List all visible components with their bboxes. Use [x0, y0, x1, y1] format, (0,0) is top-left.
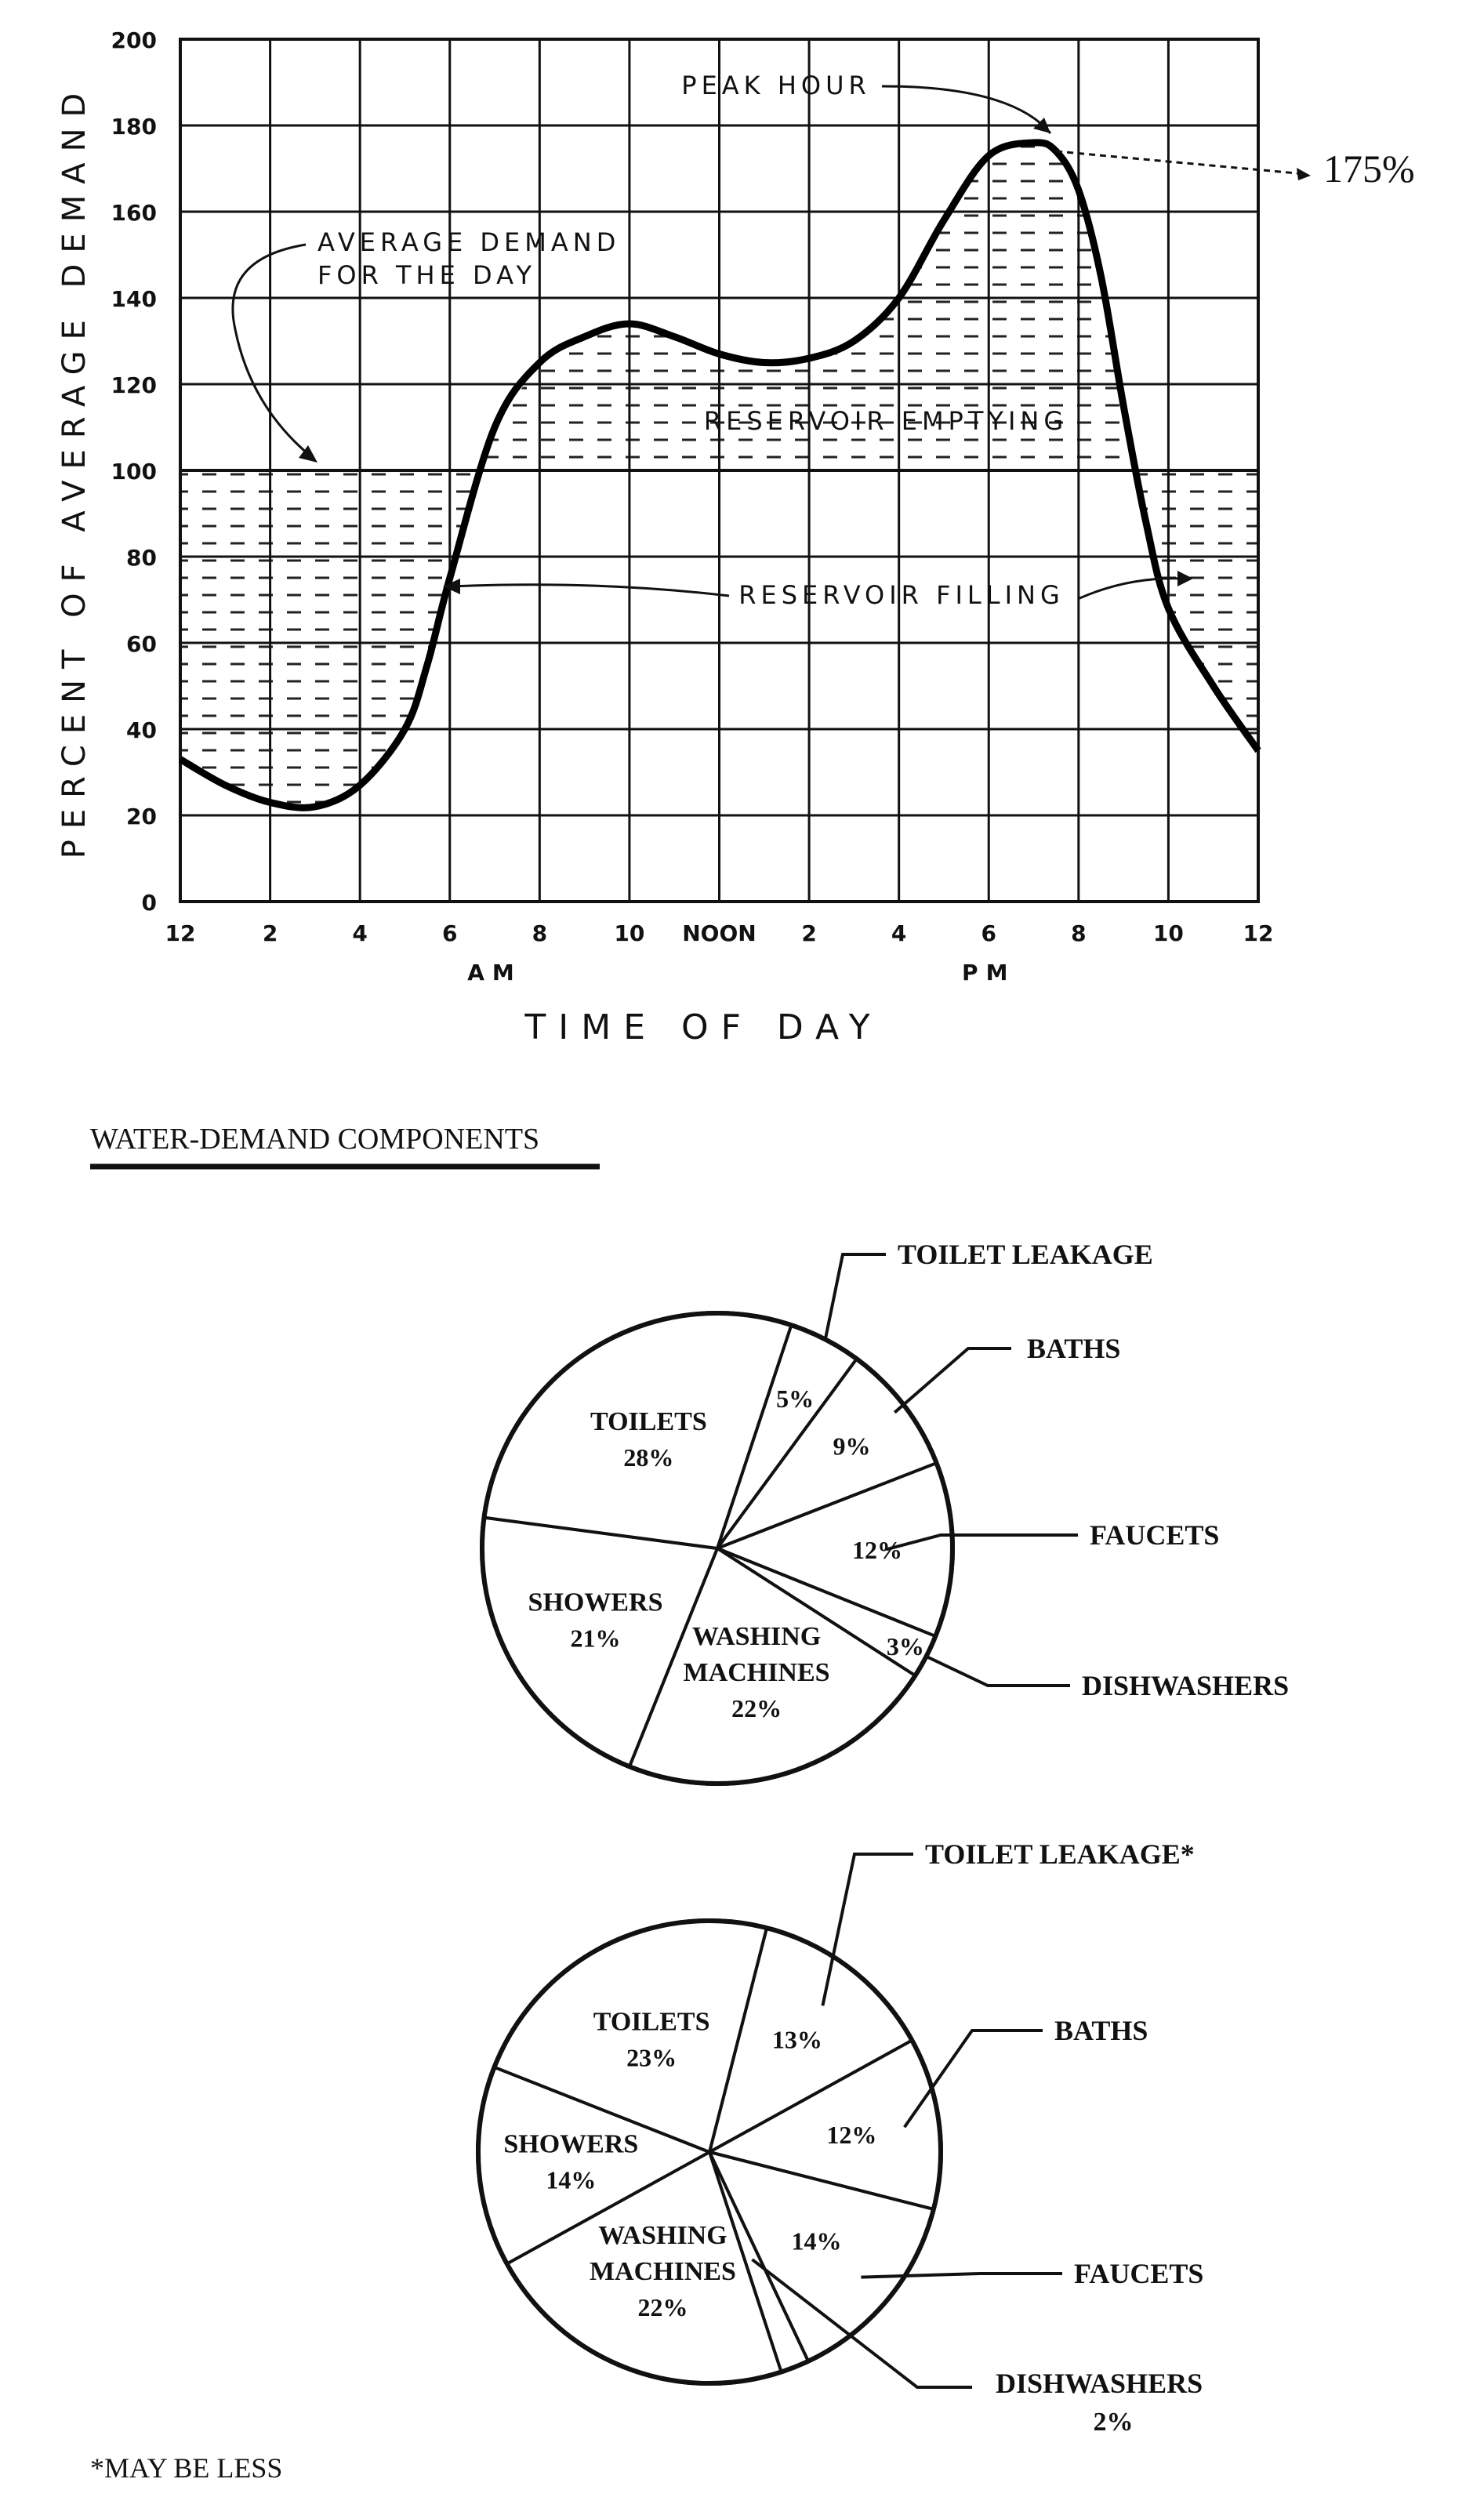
peak-value-arrowhead — [1297, 168, 1311, 180]
x-tick-label: 6 — [981, 920, 996, 946]
slice-percent-label: 12% — [851, 1536, 902, 1565]
slice-name-label: SHOWERS — [503, 2129, 639, 2159]
slice-name-label: WASHING — [598, 2220, 727, 2250]
callout-leader — [927, 1657, 1070, 1686]
x-tick-label: 10 — [614, 920, 645, 946]
callout-label: BATHS — [1054, 2015, 1148, 2046]
reservoir-emptying-label: RESERVOIR EMPTYING — [703, 406, 1069, 436]
y-tick-label: 40 — [126, 717, 157, 743]
y-tick-label: 100 — [111, 459, 157, 485]
slice-percent-label: 12% — [826, 2120, 877, 2149]
average-demand-arrow — [233, 245, 314, 459]
slice-name-label: TOILETS — [590, 1407, 707, 1437]
slice-percent-label: 13% — [771, 2025, 822, 2054]
average-demand-label: AVERAGE DEMAND — [317, 227, 621, 257]
x-tick-label: 2 — [262, 920, 278, 946]
reservoir-filling-arrow-left — [451, 585, 729, 596]
slice-name-label: SHOWERS — [528, 1588, 663, 1617]
slice-percent-label: 9% — [833, 1432, 871, 1461]
x-tick-label: 8 — [1071, 920, 1087, 946]
callout-label: BATHS — [1027, 1333, 1121, 1364]
x-tick-label: NOON — [682, 920, 757, 946]
callout-label: TOILET LEAKAGE* — [925, 1838, 1195, 1870]
y-tick-label: 80 — [126, 545, 157, 571]
y-tick-label: 120 — [111, 372, 157, 398]
callout-label: FAUCETS — [1090, 1519, 1220, 1551]
callout-label: FAUCETS — [1074, 2258, 1204, 2289]
am-label: AM — [467, 960, 522, 985]
callout-leader — [825, 1254, 886, 1339]
footnote: *MAY BE LESS — [90, 2452, 283, 2484]
slice-percent-label: 3% — [886, 1631, 924, 1660]
slice-percent-label: 22% — [731, 1694, 782, 1723]
x-tick-label: 8 — [532, 920, 548, 946]
x-axis-title: TIME OF DAY — [524, 1007, 883, 1047]
y-tick-label: 200 — [111, 27, 157, 53]
pie-chart-current — [482, 1239, 1289, 1784]
callout-leader — [894, 1348, 1011, 1413]
slice-name-label: TOILETS — [593, 2007, 710, 2037]
slice-percent-label: 14% — [791, 2227, 842, 2256]
slice-name-label: WASHING — [691, 1622, 822, 1652]
slice-percent-label: 23% — [626, 2043, 677, 2072]
peak-value-pointer — [1056, 151, 1305, 174]
reservoir-filling-label: RESERVOIR FILLING — [738, 580, 1065, 610]
slice-percent-label: 21% — [570, 1624, 621, 1653]
y-tick-label: 0 — [141, 890, 157, 916]
y-tick-label: 140 — [111, 286, 157, 312]
callout-label: DISHWASHERS — [1082, 1670, 1290, 1701]
slice-percent-label: 28% — [623, 1443, 674, 1472]
pie-chart-conserving — [478, 1838, 1203, 2437]
pm-label: PM — [962, 960, 1016, 985]
x-tick-label: 12 — [1243, 920, 1274, 946]
y-tick-label: 60 — [126, 631, 157, 657]
x-tick-label: 2 — [801, 920, 817, 946]
callout-percent-label: 2% — [1093, 2408, 1134, 2437]
x-tick-label: 10 — [1152, 920, 1184, 946]
x-tick-label: 6 — [442, 920, 458, 946]
section-title: WATER-DEMAND COMPONENTS — [90, 1123, 540, 1156]
callout-label: TOILET LEAKAGE — [898, 1239, 1153, 1270]
x-tick-label: 12 — [165, 920, 196, 946]
slice-percent-label: 14% — [546, 2165, 597, 2194]
slice-percent-label: 5% — [776, 1385, 815, 1414]
slice-name-label: MACHINES — [589, 2256, 736, 2286]
y-tick-label: 160 — [111, 200, 157, 226]
x-tick-label: 4 — [891, 920, 907, 946]
peak-hour-label: PEAK HOUR — [681, 71, 871, 100]
slice-percent-label: 22% — [637, 2292, 688, 2321]
x-tick-label: 4 — [352, 920, 368, 946]
y-axis-title: PERCENT OF AVERAGE DEMAND — [56, 82, 93, 859]
slice-name-label: MACHINES — [683, 1658, 830, 1688]
average-demand-label: FOR THE DAY — [317, 260, 537, 290]
callout-label: DISHWASHERS — [996, 2368, 1203, 2399]
demand-line-chart — [56, 27, 1415, 1047]
y-tick-label: 20 — [126, 804, 157, 829]
y-tick-label: 180 — [111, 114, 157, 140]
peak-value-label: 175% — [1323, 147, 1415, 191]
